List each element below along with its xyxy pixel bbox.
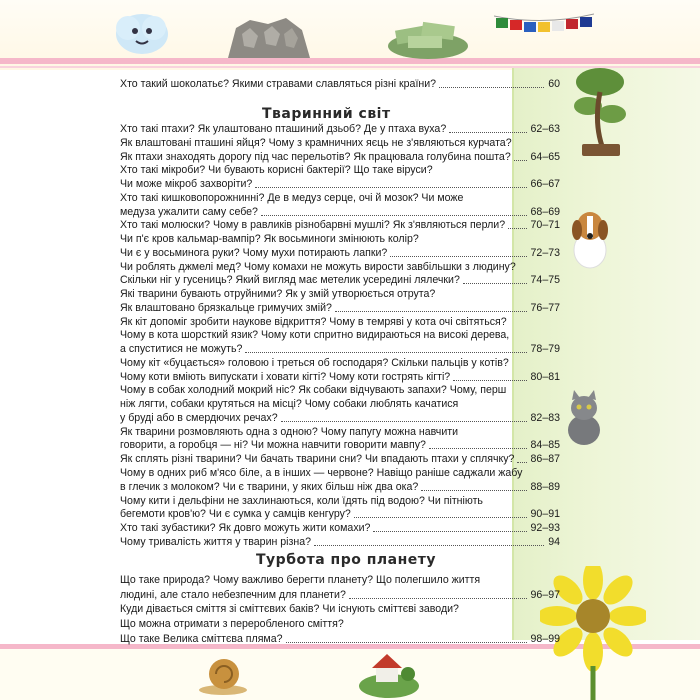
money-pile-icon (386, 16, 470, 60)
toc-question: Скільки ніг у гусениць? Який вигляд має метелик усередині лялечки? (120, 274, 460, 287)
toc-item[interactable] (120, 438, 560, 452)
toc-question: Чому тривалість життя у тварин різна? (120, 535, 312, 548)
toc-item[interactable] (120, 617, 560, 631)
dot-leader (261, 215, 527, 216)
toc-item[interactable] (120, 218, 560, 232)
toc-question: у бруді або в смердючих речах? (120, 411, 278, 424)
toc-question: в глечик з молоком? Чи є тварини, у яких більш ніж два ока? (120, 480, 419, 493)
toc-question: Хто такі зубастики? Як довго можуть жити комахи? (120, 522, 371, 535)
toc-question: Хто такий шоколатьє? Якими стравами славляться різні країни? (120, 78, 437, 90)
toc-question: Чому в одних риб м'ясо біле, а в інших — червоне? Навіщо раніше саджали жабу (120, 467, 523, 479)
toc-item[interactable] (120, 246, 560, 260)
dot-leader (335, 311, 527, 312)
toc-item[interactable] (120, 315, 560, 329)
dot-leader (429, 448, 527, 449)
toc-page-number: 86–87 (530, 453, 560, 466)
toc-question: Чому кити і дельфіни не захлинаються, коли їдять під водою? Чи пітніють (120, 494, 483, 507)
toc-question: Хто такі мікроби? Чи бувають корисні бактерії? Що таке віруси? (120, 164, 433, 177)
toc-page-number: 92–93 (530, 522, 560, 535)
toc-question: Як тварини розмовляють одна з одною? Чому папугу можна навчити (120, 425, 459, 438)
toc-question: медуза ужалити саму себе? (120, 205, 258, 218)
toc-page-number: 88–89 (530, 480, 560, 493)
toc-page-number: 90–91 (530, 508, 560, 521)
toc-item[interactable] (120, 356, 560, 370)
toc-question: Чи роблять джмелі мед? Чому комахи не можуть вирости завбільшки з людину? (120, 260, 516, 273)
dot-leader (439, 87, 544, 88)
toc-question: Чи п'є кров кальмар-вампір? Як восьминоги змінюють колір? (120, 233, 419, 246)
toc-question: а спуститися не можуть? (120, 343, 243, 356)
dot-leader (449, 132, 527, 133)
toc-item[interactable] (120, 273, 560, 287)
toc-question: Що таке природа? Чому важливо берегти планету? Що полегшило життя (120, 574, 481, 586)
bonsai-tree-icon (572, 62, 628, 160)
toc-question: Чому в кота шорсткий язик? Чому коти спритно видираються на високі дерева, (120, 329, 510, 342)
toc-item[interactable] (120, 521, 560, 535)
toc-page-number: 68–69 (530, 205, 560, 218)
toc-item[interactable] (120, 494, 560, 508)
dot-leader (421, 490, 527, 491)
toc-question: Хто такі птахи? Як улаштовано пташиний дзьоб? Де у птаха вуха? (120, 123, 447, 135)
dot-leader (517, 462, 527, 463)
toc-item[interactable] (120, 301, 560, 315)
toc-page-number: 84–85 (530, 439, 560, 452)
toc-item[interactable] (120, 535, 560, 549)
toc-item[interactable] (120, 480, 560, 494)
gray-cat-icon (562, 390, 606, 446)
dot-leader (453, 380, 527, 381)
toc-page-number: 80–81 (530, 370, 560, 383)
toc-item[interactable] (120, 328, 560, 342)
toc-item[interactable] (120, 287, 560, 301)
toc-item[interactable] (120, 260, 560, 274)
toc-question: Як кіт допоміг зробити наукове відкриття? Чому в темряві у кота очі світяться? (120, 315, 507, 328)
toc-item[interactable] (120, 507, 560, 521)
toc-question: Як птахи знаходять дорогу під час перельотів? Як працювала голубина пошта? (120, 150, 511, 163)
cloud-character-icon (112, 6, 172, 60)
toc-item[interactable] (120, 122, 560, 136)
toc-question: Які тварини бувають отруйними? Як у змій утворюється отрута? (120, 288, 436, 301)
toc-question: Що таке Велика сміттєва пляма? (120, 632, 283, 645)
toc-item[interactable] (120, 177, 560, 191)
toc-item[interactable] (120, 163, 560, 177)
toc-question: Куди дівається сміття зі сміттєвих баків? Чи існують сміттєві заводи? (120, 603, 459, 616)
toc-page-number: 78–79 (530, 343, 560, 356)
toc-item[interactable] (120, 466, 560, 480)
toc-page-number: 72–73 (530, 246, 560, 259)
toc-item[interactable] (120, 411, 560, 425)
toc-item[interactable] (120, 425, 560, 439)
dot-leader (349, 598, 527, 599)
toc-page-number: 98–99 (530, 632, 560, 645)
toc-item[interactable] (120, 397, 560, 411)
toc-item[interactable] (120, 205, 560, 219)
toc-page-number: 76–77 (530, 301, 560, 314)
toc-page-number: 66–67 (530, 178, 560, 191)
toc-question: Чи є у восьминога руки? Чому мухи потирають лапки? (120, 246, 388, 259)
toc-page-number: 82–83 (530, 411, 560, 424)
toc-question: бегемоти кров'ю? Чи є сумка у самців кенгуру? (120, 508, 351, 521)
toc-question: Хто такі кишковопорожнинні? Де в медуз серце, очі й мозок? Чи може (120, 191, 464, 204)
section-heading: Тваринний світ (262, 106, 391, 122)
toc-question: Чи може мікроб захворіти? (120, 178, 253, 191)
toc-item[interactable] (120, 136, 560, 150)
snail-icon (196, 652, 250, 696)
toc-item[interactable] (120, 370, 560, 384)
toc-question: Хто такі молюски? Чому в равликів різнобарвні мушлі? Як з'являються перли? (120, 219, 506, 232)
dot-leader (281, 421, 527, 422)
toc-question: говорити, а горобця — ні? Чи можна навчити говорити мавпу? (120, 439, 426, 452)
toc-item[interactable] (120, 191, 560, 205)
mount-rushmore-icon (228, 14, 310, 58)
toc-item[interactable] (120, 602, 560, 616)
toc-item[interactable] (120, 342, 560, 356)
dot-leader (286, 642, 527, 643)
toc-question: Як влаштовано брязкальце гримучих змій? (120, 301, 332, 314)
beagle-dog-icon (566, 206, 614, 270)
toc-item[interactable] (120, 77, 560, 91)
dot-leader (514, 160, 527, 161)
toc-page-number: 74–75 (530, 274, 560, 287)
dot-leader (245, 352, 527, 353)
dot-leader (463, 283, 527, 284)
house-island-icon (356, 648, 422, 700)
toc-item[interactable] (120, 573, 560, 587)
toc-page-number: 64–65 (530, 150, 560, 163)
dot-leader (508, 228, 527, 229)
toc-question: Чому кіт «буцається» головою і треться об господаря? Скільки пальців у котів? (120, 356, 509, 369)
flag-garland-icon (494, 8, 594, 44)
toc-page-number: 70–71 (530, 219, 560, 232)
dot-leader (354, 517, 527, 518)
toc-question: Чому коти вміють випускати і ховати кігті? Чому коти гострять кігті? (120, 370, 451, 383)
section-heading: Турбота про планету (256, 552, 436, 568)
toc-item[interactable] (120, 150, 560, 164)
toc-item[interactable] (120, 632, 560, 646)
toc-item[interactable] (120, 452, 560, 466)
toc-page-number: 96–97 (530, 588, 560, 601)
toc-page-number: 94 (548, 535, 560, 548)
dot-leader (314, 545, 544, 546)
toc-page-number: 62–63 (530, 123, 560, 135)
toc-item[interactable] (120, 232, 560, 246)
toc-question: ніж лягти, собаки крутяться на місці? Чому собаки люблять качатися (120, 398, 459, 411)
toc-question: Чому в собак холодний мокрий ніс? Як собаки відчувають запахи? Чому, перш (120, 384, 507, 397)
toc-question: людині, але стало небезпечним для планети? (120, 588, 346, 601)
toc-question: Що можна отримати з переробленого сміття? (120, 618, 344, 631)
dot-leader (255, 187, 527, 188)
toc-question: Як сплять різні тварини? Чи бачать тварини сни? Чи впадають птахи у сплячку? (120, 453, 515, 466)
dot-leader (390, 256, 527, 257)
toc-item[interactable] (120, 588, 560, 602)
dot-leader (373, 531, 527, 532)
toc-question: Як влаштовані пташині яйця? Чому з крамничних яєць не з'являються курчата? (120, 136, 512, 149)
toc-page-number: 60 (548, 78, 560, 90)
toc-item[interactable] (120, 383, 560, 397)
